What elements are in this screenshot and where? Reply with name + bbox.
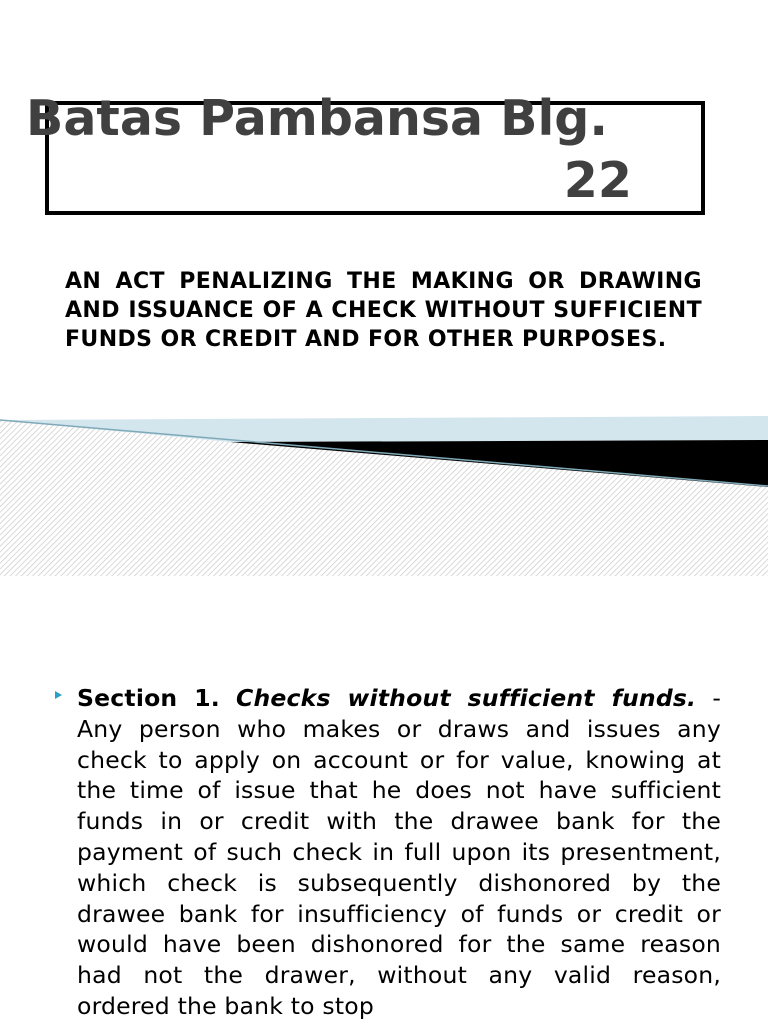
- section-body: Any person who makes or draws and issues any check to apply on account or for value, knowing at the time of issue that he does not have sufficient funds in or credit with the drawee bank for the payment of such check in full upon its presentment, which check is subsequently dishonored by the drawee bank for insufficiency of funds or credit or would have been dishonored for the same reason had not the drawer, without any valid reason, ordered the bank to stop: [77, 714, 721, 1020]
- section-label: Section 1.: [77, 684, 220, 712]
- act-subtitle: AN ACT PENALIZING THE MAKING OR DRAWING AND ISSUANCE OF A CHECK WITHOUT SUFFICIENT FUNDS OR CREDIT AND FOR OTHER PURPOSES.: [65, 269, 702, 352]
- title-line-2: 22: [563, 152, 632, 209]
- section-text: [77, 683, 721, 1022]
- decorative-band: [0, 410, 768, 580]
- section-bullet: [55, 683, 721, 1022]
- title-line-1: Batas Pambansa Blg.: [26, 90, 608, 147]
- section-dash: -: [712, 684, 722, 712]
- triangle-bullet-icon: [55, 691, 62, 699]
- section-title: Checks without sufficient funds.: [236, 684, 697, 712]
